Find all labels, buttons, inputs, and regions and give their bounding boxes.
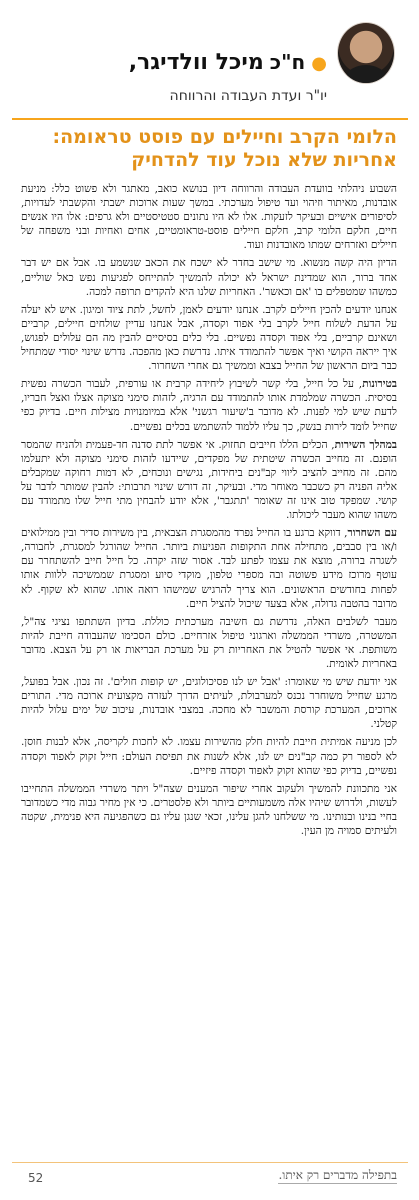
article-body: [21, 182, 397, 842]
paragraph-lead: עם השחרור: [347, 527, 397, 540]
page-number: 52: [28, 1171, 44, 1185]
author-name: מיכל וולדיגר,: [128, 50, 264, 75]
headline-line-1: הלומי הקרב וחיילים עם פוסט טראומה:: [52, 126, 397, 148]
paragraph-lead: במהלך השירות: [334, 438, 397, 451]
paragraph: אני יודעת שיש מי שאומרו: 'אבל יש לנו פסיכולוגים, יש קופות חולים'. זה נכון. אבל בפועל, מרגע שחייל משוחרר נכנס למערבולת, לעיתים הדרך לעזרה מקצועית ארוכה מדי. התורים ארוכים, המערכת קורסת והמשבר לא מחכה. במצבי אובדנות, עיכוב של ימים עלול להיות קטלני.: [21, 676, 397, 731]
author-photo: [337, 22, 395, 84]
paragraph: עם השחרור, דווקא ברגע בו החייל נפרד מהמסגרת הצבאית, בין משירות סדיר ובין ממילואים ו/או בין סבבים, מתחילה אחת התקופות הפגיעות ביותר. החייל שהורגל למסגרת, לחבורה, לשגרה ברורה, מוצא את עצמו לפתע לבד. אסור שזה יקרה. כל חייל חייב להשתחרר עם עוטף מרוכז מידע פשוטה ובה מספרי טלפון, מוקדי סיוע ומסגרת שממשיכה ללוות אותו לפחות בחודשים הראשונים. הוא צריך להרגיש שמישהו רואה אותו. שהוא לא שקוף. לא מדובר בהטבה גדולה, אלא בצעד שיכול להציל חיים.: [21, 527, 397, 610]
paragraph: בטירונות, על כל חייל, בלי קשר לשיבוץ ליחידה קרבית או עורפית, לעבור הכשרה נפשית בסיסית. הכשרה שמלמדת אותו להתמודד עם הרגיה, לזהות סימני מצוקה אצלו ואצל חבריו, לדעת שיש למי לפנות. לא מדובר ב'שיעור רגשני' אלא במיומנויות מצילות חיים. בדיוק כפי שחייל לומד לירות בנשק, כך עליו ללמוד להשתמש בכלים נפשיים.: [21, 378, 397, 433]
header-divider: [12, 118, 408, 120]
bullet-icon: ●: [311, 53, 327, 74]
article-header: [0, 0, 419, 106]
headline-line-2: אחריות שלא נוכל עוד להדחיק: [131, 149, 397, 171]
author-role: יו"ר ועדת העבודה והרווחה: [169, 88, 327, 104]
footer-tagline: בתפילה מדברים רק איתו.: [278, 1168, 397, 1182]
paragraph: אנחנו יודעים להכין חיילים לקרב. אנחנו יודעים לאמן, לחשל, לתת ציוד ומיגון. איש לא יעלה על הדעת לשלוח חייל לקרב בלי אפוד וקסדה, אבל אנחנו עדיין שולחים חיילים, קרביים ושאינם קרביים, בלי אפוד וקסדה נפשיים. בלי כלים בסיסיים להבין מה הם עלולים לפגוש, איך ייראה הקושי ואיך אפשר להתמודד איתו. נדרשת כאן מהפכה. נדרש שינוי יסודי שמתחיל כבר ביום הראשון של החייל בצבא וממשיך גם אחרי השחרור.: [21, 303, 397, 373]
author-name-line: [129, 50, 327, 75]
paragraph: השבוע ניהלתי בוועדת העבודה והרווחה דיון בנושא כואב, מאתגר ולא פשוט כלל: מניעת אובדנות, מאיתור וזיהוי ועד טיפול מערכתי. במשך שעות ארוכות ישבתי והקשבתי לעדויות, לסיפורים אישיים ובעיקר לזעקות. אלו לא היו נתונים סטטיסטיים ולא גרפים: אלו היו אנשים חיים, חלקם הלומי קרב, חלקם חיילים פוסט-טראומטיים, אחים ואחיות ובני משפחה של חיילים ואזרחים שמתו מאובדנות ועוד.: [21, 183, 397, 252]
paragraph: מעבר לשלבים האלה, נדרשת גם חשיבה מערכתית כוללת. בדיון השתתפו נציגי צה"ל, המשטרה, משרדי הממשלה וארגוני טיפול אזרחיים. כולם הסכימו שהעבודה חייבת להיות משותפת. אי אפשר להטיל את האחריות רק על מערכת הבריאות או רק על הצבא. מדובר באחריות לאומית.: [21, 615, 397, 670]
paragraph: אני מתכוונת להמשיך ולעקוב אחרי שיפור המענים שצה"ל ויתר משרדי הממשלה התחייבו לעשות, ולדרוש שיהיו אלה משמעותיים ביותר ולא פלסטרים. כי אין מחיר גבוה מדי כשמדובר בחיי בנינו ובנותינו. מי ששלחנו להגן עלינו, זכאי שנגן עליו גם כשהפגיעה היא פנימית, שקטה ולעיתים סמויה מן העין.: [21, 782, 397, 838]
footer-divider: [12, 1162, 408, 1163]
paragraph: לכן מניעה אמיתית חייבת להיות חלק מהשירות עצמו. לא לחכות לקריסה, אלא לבנות חוסן. לא לספור רק כמה קב"נים יש לנו, אלא לשנות את תפיסת העולם: חייל זקוק לאפוד וקסדה נפשיים, בדיוק כפי שהוא זקוק לאפוד וקסדה פיזיים.: [21, 736, 397, 777]
paragraph: הדיון היה קשה מנשוא. מי שישב בחדר לא ישכח את הכאב שנשמע בו. אבל אם יש דבר אחד ברור, הוא שמדינת ישראל לא יכולה להמשיך להתייחס לפגיעות נפש כאל שוליים, כמשהו שמטפלים בו 'אם וכאשר'. האחריות שלנו היא להקדים תרופה למכה.: [21, 257, 397, 298]
paragraph: במהלך השירות, הכלים הללו חייבים תחזוק. אי אפשר לתת סדנה חד-פעמית ולהניח שהמסר הופנם. זה מחייב הכשרה שיטתית של מפקדים, שיידעו לזהות סימני מצוקה ולא יתעלמו מהם. זה מחייב להציב ליווי קב"נים ביחידות, נגישים ונוכחים, לא דמות רחוקה שמקבלים אליה הפניה רק כשכבר מאוחר מדי. ובעיקר, זה דורש שינוי תרבותי: להבין שמותר לדבר על קושי. שמפקד טוב אינו זה שאומר 'תתגבר', אלא יודע להבחין מתי חייל שלו מתמודד עם משהו שהוא מעבר ליכולתו.: [21, 438, 397, 522]
article-headline: [21, 126, 397, 172]
paragraph-lead: בטירונות: [362, 378, 397, 391]
author-title: ח"כ: [269, 50, 306, 74]
